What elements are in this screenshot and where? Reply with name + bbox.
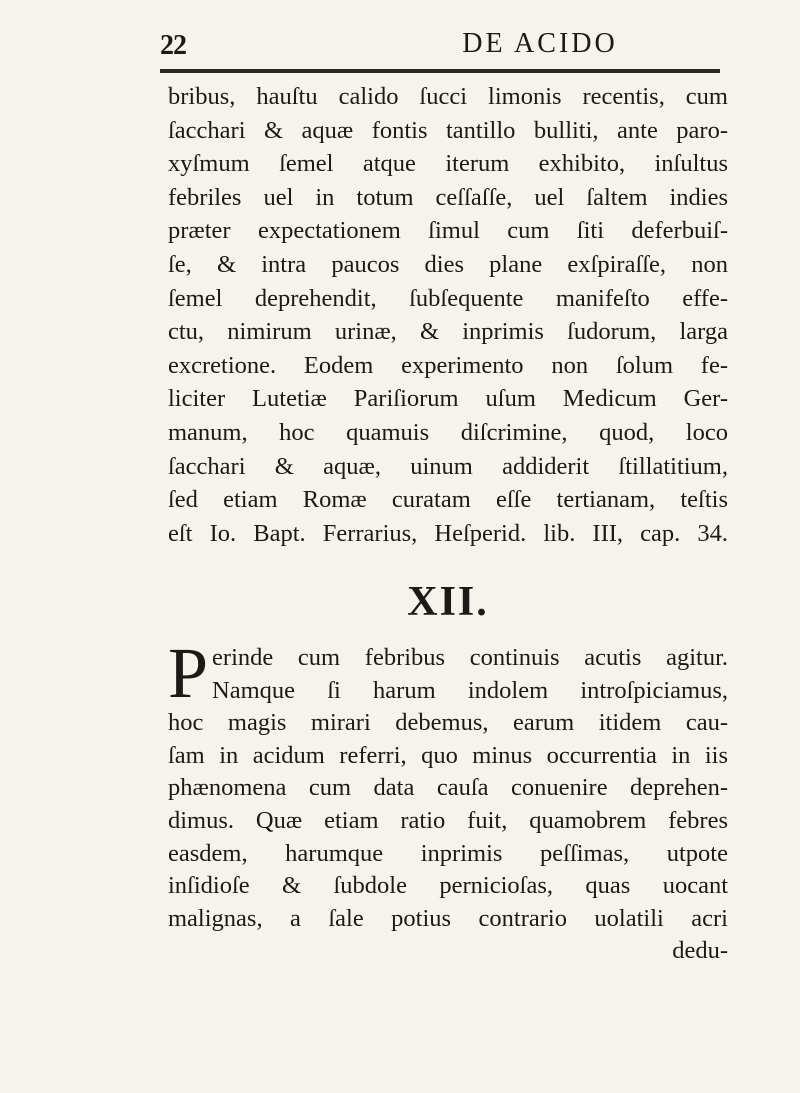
text-line: phænomena cum data cauſa conuenire deprehen- xyxy=(168,774,728,802)
section-number: XII. xyxy=(407,579,489,625)
text-line: ſemel deprehendit, ſubſequente manifeſto effe- xyxy=(168,284,728,312)
text-line: bribus, hauſtu calido ſucci limonis recentis, cum xyxy=(168,83,728,110)
text-line: inſidioſe & ſubdole pernicioſas, quas uocant xyxy=(168,872,728,900)
paragraph-2 xyxy=(168,633,728,968)
paragraph-1 xyxy=(168,80,728,550)
text-line: xyſmum ſemel atque iterum exhibito, inſultus xyxy=(168,150,728,178)
text-line: ſacchari & aquæ fontis tantillo bulliti, ante paro- xyxy=(168,116,728,144)
text-line: præter expectationem ſimul cum ſiti deferbuiſ- xyxy=(168,217,728,245)
text-line: ſam in acidum referri, quo minus occurrentia in iis xyxy=(168,741,728,769)
catchword: dedu- xyxy=(672,937,728,965)
page-header xyxy=(160,28,720,68)
text-line: dimus. Quæ etiam ratio fuit, quamobrem febres xyxy=(168,806,728,834)
drop-cap: P xyxy=(168,633,209,713)
text-line: easdem, harumque inprimis peſſimas, utpote xyxy=(168,839,728,867)
text-line: manum, hoc quamuis diſcrimine, quod, loco xyxy=(168,418,728,446)
header-rule xyxy=(160,69,720,73)
text-line: erinde cum febribus continuis acutis agitur. xyxy=(212,644,728,671)
text-line: hoc magis mirari debemus, earum itidem cau- xyxy=(168,709,728,737)
text-line: excretione. Eodem experimento non ſolum fe- xyxy=(168,351,728,379)
text-line: ſacchari & aquæ, uinum addiderit ſtillatitium, xyxy=(168,452,728,480)
text-line: malignas, a ſale potius contrario uolatili acri xyxy=(168,904,728,932)
text-line: ctu, nimirum urinæ, & inprimis ſudorum, larga xyxy=(168,318,728,346)
page-number: 22 xyxy=(160,30,186,61)
text-line: ſe, & intra paucos dies plane exſpiraſſe, non xyxy=(168,250,728,278)
text-line: liciter Lutetiæ Pariſiorum uſum Medicum Ger- xyxy=(168,385,728,413)
running-title: DE ACIDO xyxy=(462,28,618,59)
text-line: febriles uel in totum ceſſaſſe, uel ſaltem indies xyxy=(168,183,728,211)
text-line: Namque ſi harum indolem introſpiciamus, xyxy=(212,676,728,704)
text-line: ſed etiam Romæ curatam eſſe tertianam, teſtis xyxy=(168,486,728,514)
text-line-citation: eſt Io. Bapt. Ferrarius, Heſperid. lib. III, cap. 34. xyxy=(168,519,728,547)
